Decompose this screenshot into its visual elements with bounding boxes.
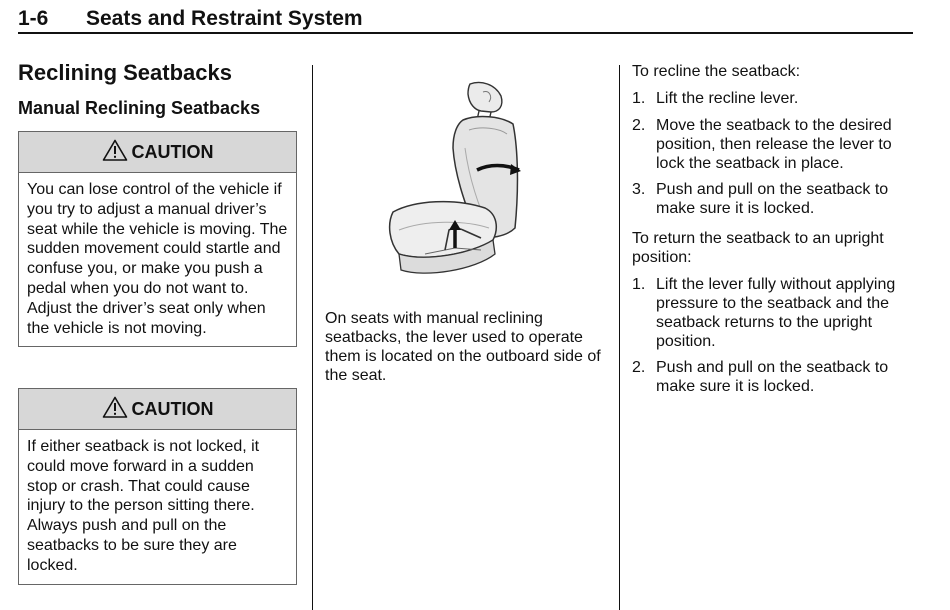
step-text: Move the seatback to the desired position, then release the lever to lock the seatback in place. [656,117,892,172]
column-divider-right [619,65,620,610]
step-number: 2. [632,359,646,376]
list-item [632,89,917,108]
step-number: 1. [632,276,646,293]
caution-text: If either seatback is not locked, it could move forward in a sudden stop or crash. That could cause injury to the person sitting there. Always push and pull on the seatbacks to be sure they are locked. [27,438,260,574]
list-item [632,275,917,351]
step-text: Push and pull on the seatback to make sure it is locked. [656,359,889,395]
step-text: Lift the lever fully without applying pressure to the seatback and the seatback returns to the upright position. [656,276,896,350]
caution-box [18,388,297,585]
list-item [632,116,917,173]
step-text: Push and pull on the seatback to make sure it is locked. [656,181,889,217]
caution-header [19,132,296,173]
warning-triangle-icon [102,139,128,161]
caution-box [18,131,297,347]
caution-label: CAUTION [131,141,214,162]
step-number: 2. [632,117,646,134]
page-header [18,6,913,34]
left-column [18,58,300,120]
right-column [632,62,917,396]
caution-text: You can lose control of the vehicle if you try to adjust a manual driver’s seat while the vehicle is moving. The sudden movement could startle and confuse you, or make you push a pedal when you do not want to. Adjust the driver’s seat only when the vehicle is not moving. [27,181,288,337]
chapter-title: Seats and Restraint System [86,7,363,30]
caution-label: CAUTION [131,398,214,419]
upright-intro: To return the seatback to an upright position: [632,230,884,266]
list-item [632,180,917,218]
list-item [632,358,917,396]
seat-illustration [385,78,525,278]
page-number: 1-6 [18,7,49,30]
upright-steps [632,275,917,396]
step-text: Lift the recline lever. [656,90,799,107]
recline-intro: To recline the seatback: [632,63,801,80]
section-subtitle: Manual Reclining Seatbacks [18,98,261,118]
section-title: Reclining Seatbacks [18,60,232,85]
caution-header [19,389,296,430]
step-number: 1. [632,90,646,107]
figure-caption: On seats with manual reclining seatbacks, the lever used to operate them is located on the outboard side of the seat. [325,310,601,384]
warning-triangle-icon [102,396,128,418]
recline-steps [632,89,917,218]
column-divider-left [312,65,313,610]
step-number: 3. [632,181,646,198]
